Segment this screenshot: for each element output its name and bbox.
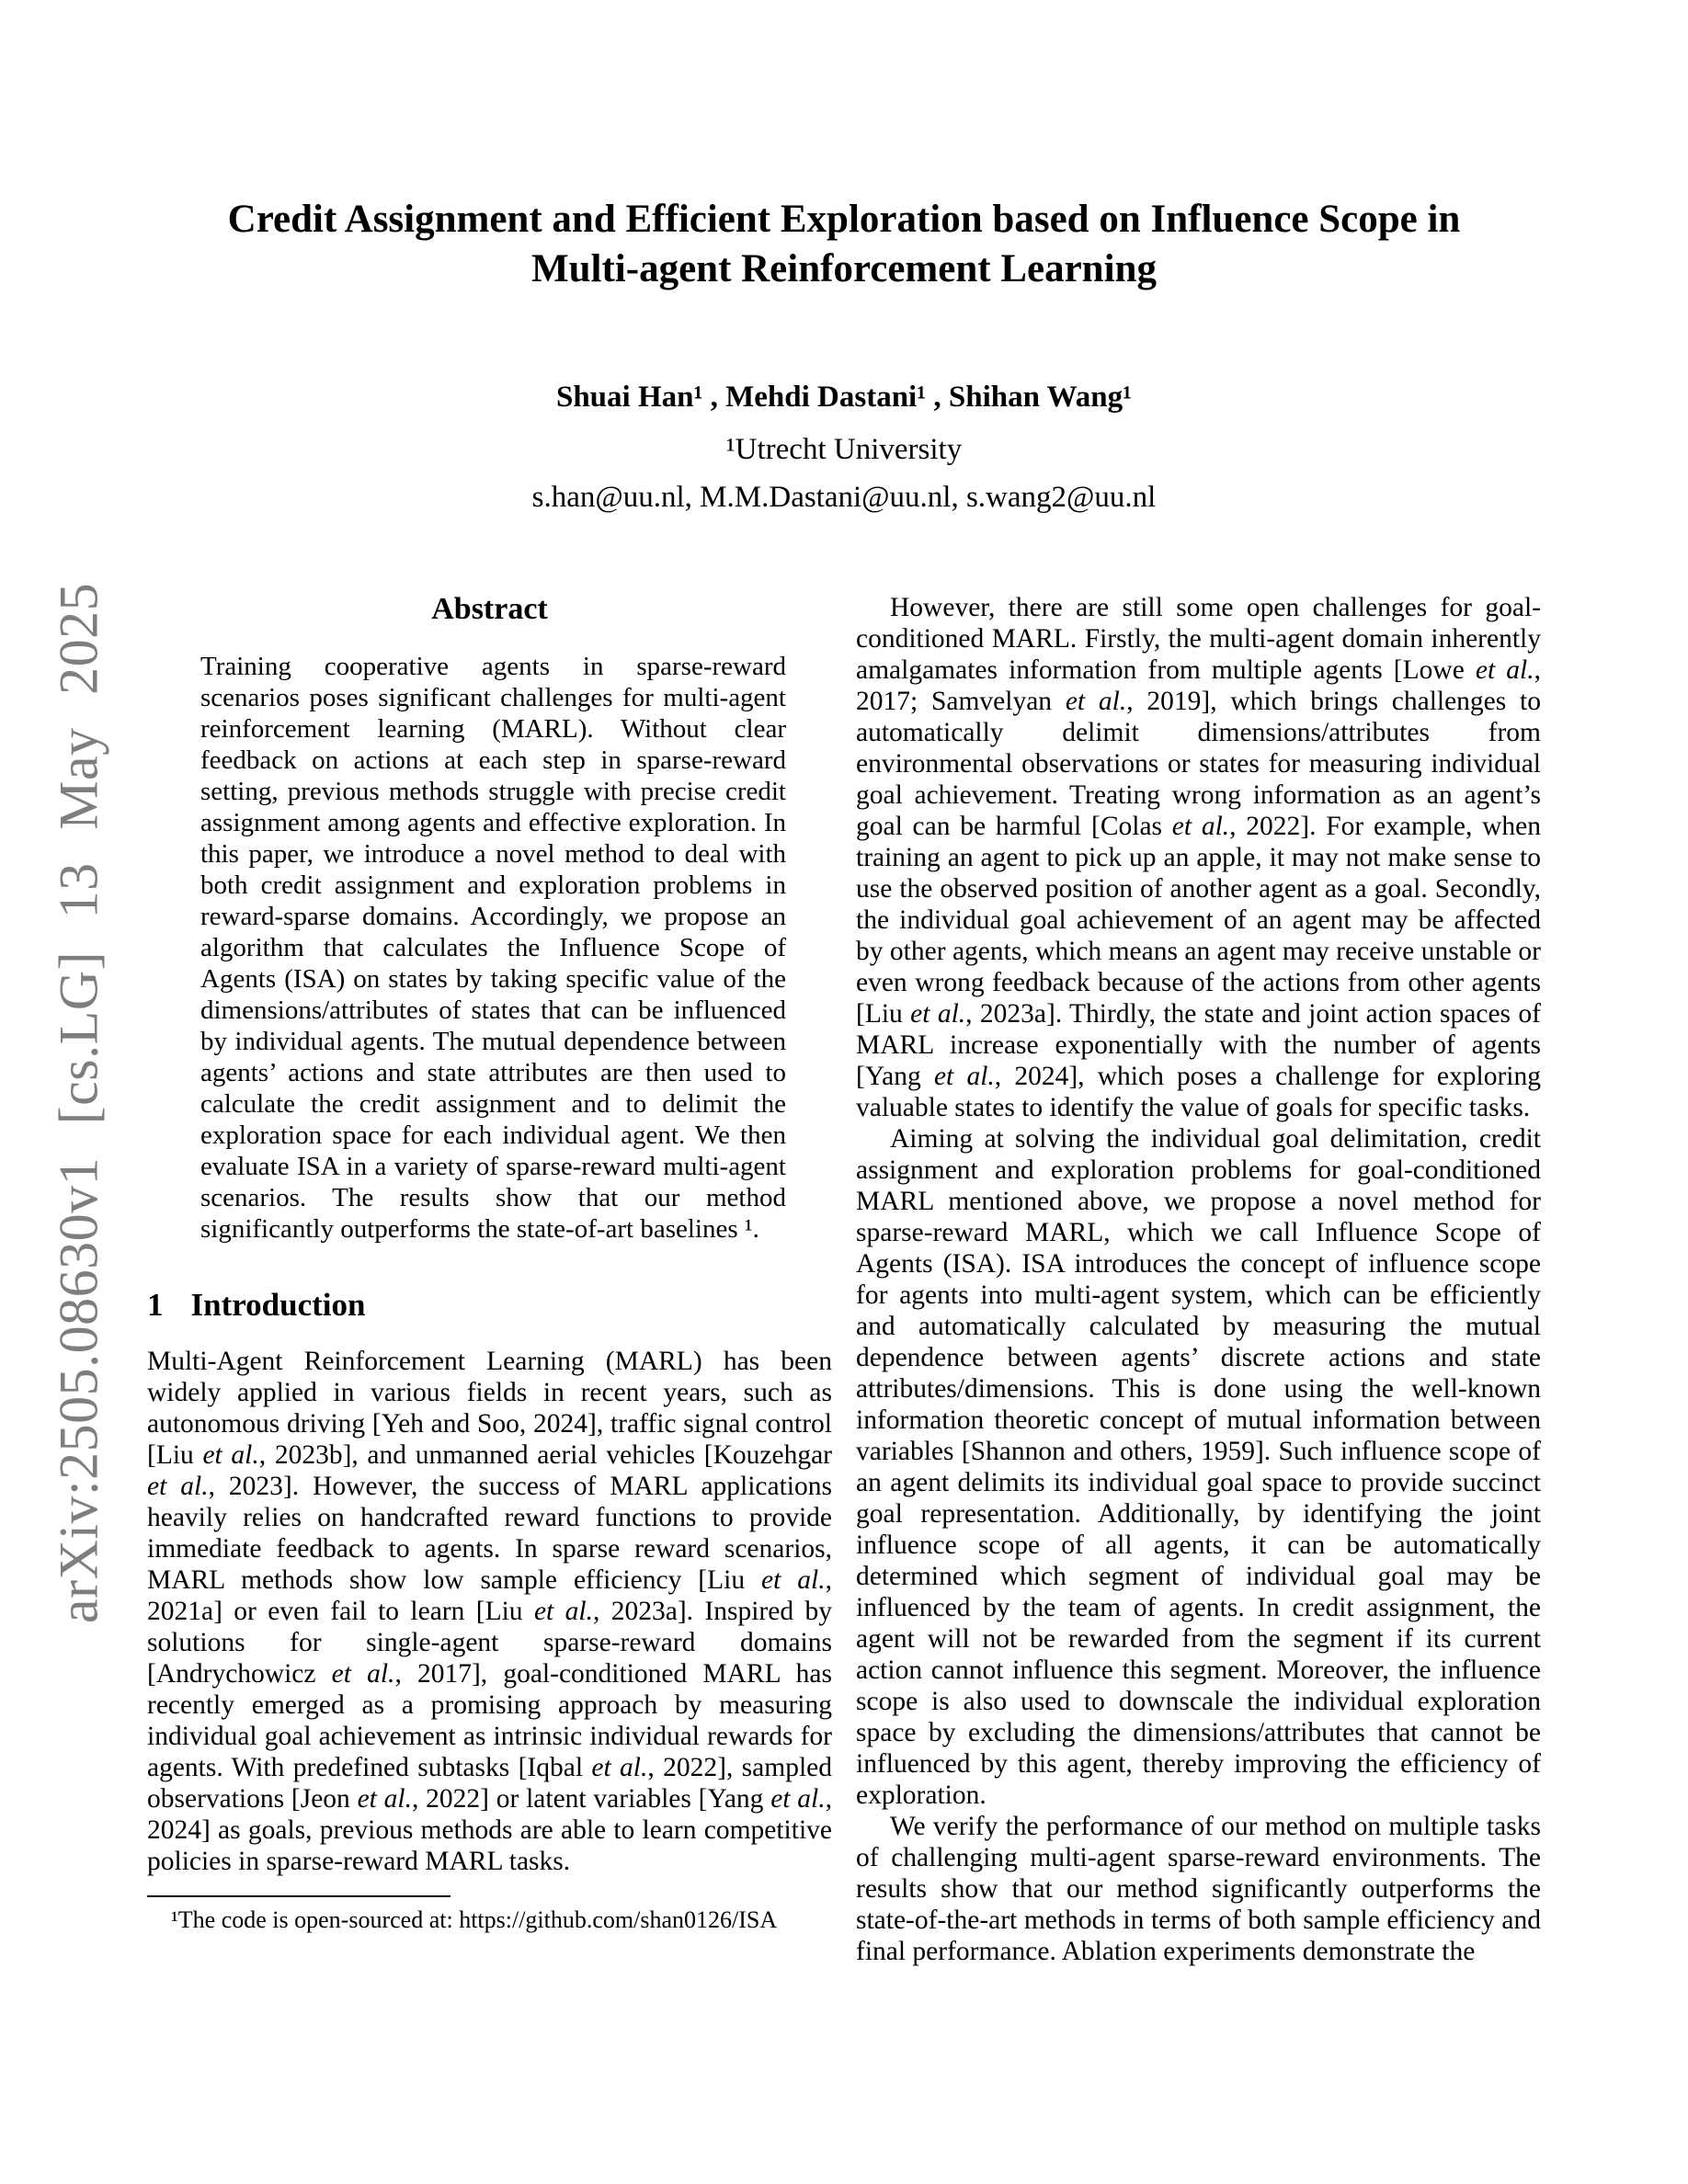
right-column [856,592,1541,1967]
footnote-rule [147,1895,451,1897]
section-title: Introduction [190,1287,366,1323]
paper-title-line-2: Multi-agent Reinforcement Learning [531,247,1157,290]
two-column-body [147,592,1541,1967]
footnote-code-link[interactable]: https://github.com/shan0126/ISA [459,1906,778,1933]
arxiv-watermark: arXiv:2505.08630v1 [cs.LG] 13 May 2025 [48,582,109,1624]
section-number: 1 [147,1287,164,1323]
footnote [147,1905,832,1934]
paper-content [147,195,1541,1967]
paper-title-line-1: Credit Assignment and Efficient Exploration based on Influence Scope in [227,198,1461,241]
paper-title [147,195,1541,294]
right-paragraph-3: We verify the performance of our method on multiple tasks of challenging multi-agent sparse-reward environments. The results show that our method significantly outperforms the state-of-the-art methods in terms of both sample efficiency and final performance. Ablation experiments demonstrate the [856,1812,1541,1966]
right-paragraph-2: Aiming at solving the individual goal delimitation, credit assignment and exploration problems for goal-conditioned MARL mentioned above, we propose a novel method for sparse-reward MARL, which we call Influence Scope of Agents (ISA). ISA introduces the concept of influence scope for agents into multi-agent system, which can be efficiently and automatically calculated by measuring the mutual dependence between agents’ discrete actions and state attributes/dimensions. This is done using the well-known information theoretic concept of mutual information between variables [Shannon and others, 1959]. Such influence scope of an agent delimits its individual goal space to provide succinct goal representation. Additionally, by identifying the joint influence scope of all agents, it can be automatically determined which segment of individual goal may be influenced by the team of agents. In credit assignment, the agent will not be rewarded from the segment if its current action cannot influence this segment. Moreover, the influence scope is also used to downscale the individual exploration space by excluding the dimensions/attributes that cannot be influenced by this agent, thereby improving the efficiency of exploration. [856,1124,1541,1810]
author-emails: s.han@uu.nl, M.M.Dastani@uu.nl, s.wang2@uu.nl [531,481,1157,514]
authors-line: Shuai Han¹ , Mehdi Dastani¹ , Shihan Wang¹ [555,381,1133,414]
intro-paragraph: Multi-Agent Reinforcement Learning (MARL) has been widely applied in various fields in recent years, such as autonomous driving [Yeh and Soo, 2024], traffic signal control [Liu et al., 2023b], and unmanned aerial vehicles [Kouzehgar et al., 2023]. However, the success of MARL applications heavily relies on handcrafted reward functions to provide immediate feedback to agents. In sparse reward scenarios, MARL methods show low sample efficiency [Liu et al., 2021a] or even fail to learn [Liu et al., 2023a]. Inspired by solutions for single-agent sparse-reward domains [Andrychowicz et al., 2017], goal-conditioned MARL has recently emerged as a promising approach by measuring individual goal achievement as intrinsic individual rewards for agents. With predefined subtasks [Iqbal et al., 2022], sampled observations [Jeon et al., 2022] or latent variables [Yang et al., 2024] as goals, previous methods are able to learn competitive policies in sparse-reward MARL tasks. [147,1347,833,1876]
affiliation: ¹Utrecht University [725,433,963,466]
abstract-text: Training cooperative agents in sparse-reward scenarios poses significant challenges for multi-agent reinforcement learning (MARL). Without clear feedback on actions at each step in sparse-reward setting, previous methods struggle with precise credit assignment among agents and effective exploration. In this paper, we introduce a novel method to deal with both credit assignment and exploration problems in reward-sparse domains. Accordingly, we propose an algorithm that calculates the Influence Scope of Agents (ISA) on states by taking specific value of the dimensions/attributes of states that can be influenced by individual agents. The mutual dependence between agents’ actions and state attributes are then used to calculate the credit assignment and to delimit the exploration space for each individual agent. We then evaluate ISA in a variety of sparse-reward multi-agent scenarios. The results show that our method significantly outperforms the state-of-art baselines ¹. [200,652,786,1244]
left-column [147,592,832,1934]
footnote-text: ¹The code is open-sourced at: [171,1906,460,1933]
abstract-heading: Abstract [431,592,548,626]
right-paragraph-1: However, there are still some open challenges for goal-conditioned MARL. Firstly, the multi-agent domain inherently amalgamates information from multiple agents [Lowe et al., 2017; Samvelyan et al., 2019], which brings challenges to automatically delimit dimensions/attributes from environmental observations or states for measuring individual goal achievement. Treating wrong information as an agent’s goal can be harmful [Colas et al., 2022]. For example, when training an agent to pick up an apple, it may not make sense to use the observed position of another agent as a goal. Secondly, the individual goal achievement of an agent may be affected by other agents, which means an agent may receive unstable or even wrong feedback because of the actions from other agents [Liu et al., 2023a]. Thirdly, the state and joint action spaces of MARL increase exponentially with the number of agents [Yang et al., 2024], which poses a challenge for exploring valuable states to identify the value of goals for specific tasks. [856,593,1541,1122]
section-heading-introduction [147,1287,832,1324]
